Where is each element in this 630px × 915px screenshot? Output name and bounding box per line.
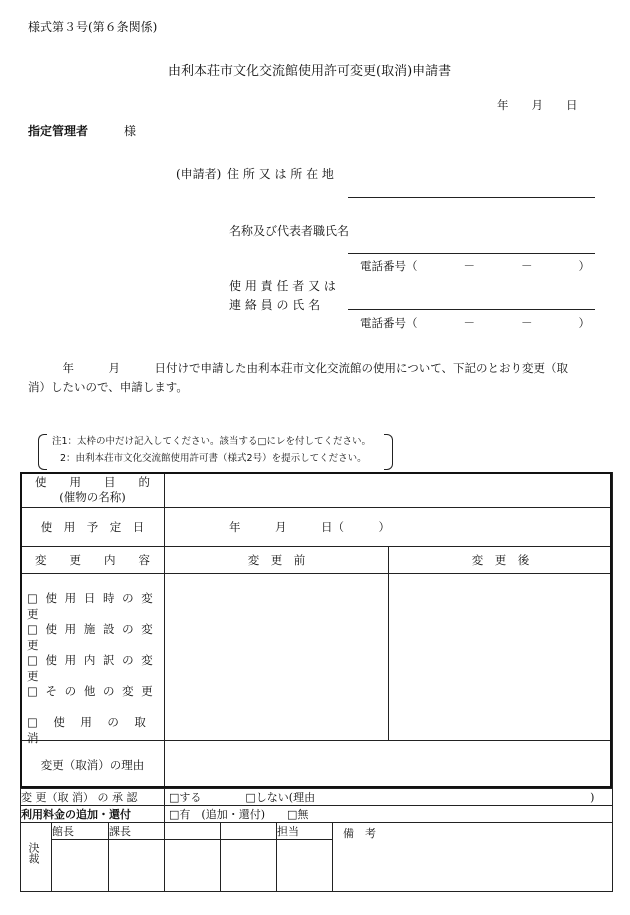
director-header: 館長	[52, 823, 109, 840]
person-stamp[interactable]	[277, 840, 333, 892]
name-label: 名称及び代表者職氏名	[229, 224, 350, 238]
notes-box	[38, 434, 393, 468]
form-number: 様式第３号(第６条関係)	[28, 20, 158, 34]
approval-label: 変 更（取 消） の 承 認	[21, 789, 165, 806]
purpose-label-cell	[21, 473, 165, 508]
director-stamp[interactable]	[52, 840, 109, 892]
addressee-honorific: 様	[124, 124, 137, 138]
blank-header-2	[221, 823, 277, 840]
decision-label	[21, 823, 52, 892]
name-field[interactable]	[348, 253, 595, 254]
section-chief-stamp[interactable]	[109, 840, 165, 892]
checkbox-change-other[interactable]: □ そ の 他 の 変 更	[27, 684, 155, 698]
before-input[interactable]	[165, 574, 389, 741]
body-text-1: 年 月 日付けで申請した由利本荘市文化交流館の使用について、下記のとおり変更（取	[28, 361, 569, 375]
contact-label-2: 連 絡 員 の 氏 名	[229, 298, 321, 312]
page-title: 由利本荘市文化交流館使用許可変更(取消)申請書	[168, 64, 452, 79]
right-bracket	[384, 434, 393, 470]
remarks-cell[interactable]	[333, 823, 613, 892]
note-line-2: 2：由利本荘市文化交流館使用許可書（様式2号）を提示してください。	[60, 453, 367, 464]
blank-stamp-2[interactable]	[221, 840, 277, 892]
contact-field[interactable]	[348, 309, 595, 310]
schedule-input[interactable]	[165, 508, 613, 547]
office-table	[20, 788, 613, 892]
purpose-sub: (催物の名称)	[59, 490, 126, 504]
approval-value[interactable]: □する □しない(理由 )	[169, 791, 595, 804]
blank-header-1	[165, 823, 221, 840]
approval-options[interactable]	[165, 789, 613, 806]
purpose-label: 使 用 目 的	[35, 475, 150, 489]
fee-options[interactable]	[165, 806, 613, 823]
before-label: 変 更 前	[165, 547, 389, 574]
reason-input[interactable]	[165, 741, 613, 789]
application-table	[20, 472, 613, 789]
remarks-label: 備 考	[343, 827, 377, 840]
after-input[interactable]	[389, 574, 613, 741]
checkbox-cancel[interactable]: □ 使 用 の 取 消	[27, 715, 162, 745]
after-label: 変 更 後	[389, 547, 613, 574]
address-label: 住 所 又 は 所 在 地	[227, 167, 334, 181]
date-line[interactable]: 年 月 日	[497, 98, 578, 112]
phone-label[interactable]: 電話番号（ － － ）	[360, 259, 590, 273]
applicant-prefix: (申請者)	[176, 167, 222, 181]
left-bracket	[38, 434, 47, 470]
schedule-value: 年 月 日（ ）	[229, 520, 390, 534]
fee-value[interactable]: □有 (追加・還付) □無	[169, 808, 309, 821]
blank-stamp-1[interactable]	[165, 840, 221, 892]
purpose-input[interactable]	[165, 473, 613, 508]
phone-label-2[interactable]: 電話番号（ － － ）	[360, 316, 590, 330]
change-items-cell	[21, 574, 165, 745]
change-content-label: 変 更 内 容	[21, 547, 165, 574]
body-text-2: 消）したいので、申請します。	[28, 380, 188, 394]
address-field[interactable]	[348, 197, 595, 198]
checkbox-change-facility[interactable]: □ 使 用 施 設 の 変 更	[27, 622, 155, 652]
fee-label: 利用料金の追加・還付	[21, 806, 165, 823]
checkbox-change-breakdown[interactable]: □ 使 用 内 訳 の 変 更	[27, 653, 155, 683]
contact-label-1: 使 用 責 任 者 又 は	[229, 279, 336, 293]
addressee-name: 指定管理者	[28, 124, 89, 138]
schedule-label: 使 用 予 定 日	[21, 508, 165, 547]
reason-label: 変更（取消）の理由	[21, 741, 165, 789]
person-header: 担当	[277, 823, 333, 840]
section-chief-header: 課長	[109, 823, 165, 840]
checkbox-change-datetime[interactable]: □ 使 用 日 時 の 変 更	[27, 591, 155, 621]
decision-text: 決裁	[27, 841, 40, 864]
note-line-1: 注1：太枠の中だけ記入してください。該当する□にレを付してください。	[52, 436, 372, 447]
